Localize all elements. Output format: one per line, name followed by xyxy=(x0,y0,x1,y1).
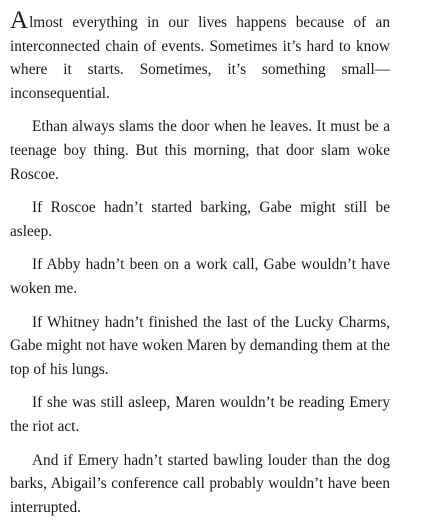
paragraph: If Roscoe hadn’t started barking, Gabe might still be asleep. xyxy=(10,199,390,240)
paragraph: And if Emery hadn’t started bawling louder than the dog barks, Abigail’s conference call probably wouldn’t have been interrupted. xyxy=(10,451,390,516)
drop-cap-letter: A xyxy=(10,7,29,34)
paragraph: If Abby hadn’t been on a work call, Gabe wouldn’t have woken me. xyxy=(10,256,390,297)
paragraph: If Whitney hadn’t finished the last of the Lucky Charms, Gabe might not have woken Maren by demanding them at the top of his lungs. xyxy=(10,313,390,378)
paragraph: If she was still asleep, Maren wouldn’t be reading Emery the riot act. xyxy=(10,394,390,435)
paragraph-opening-text: lmost everything in our lives happens because of an interconnected chain of events. Sometimes it’s hard to know where it starts. Sometimes, it’s something small—inconsequential. xyxy=(10,14,390,102)
document-page xyxy=(10,8,390,529)
paragraph-opening xyxy=(10,8,390,105)
paragraph: Ethan always slams the door when he leaves. It must be a teenage boy thing. But this morning, that door slam woke Roscoe. xyxy=(10,118,390,183)
